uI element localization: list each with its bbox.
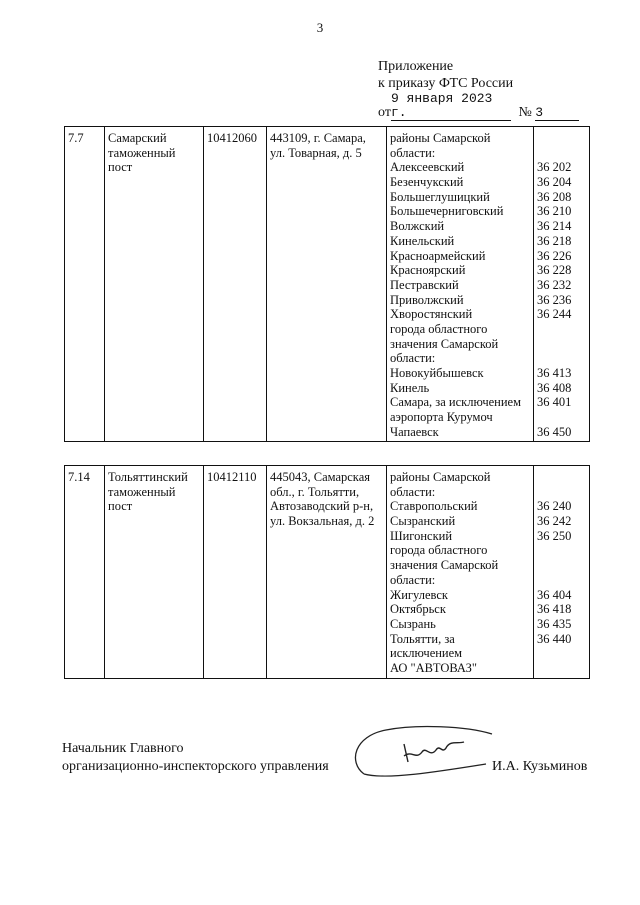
territory-codes	[534, 466, 590, 679]
position-line: организационно-инспекторского управления	[62, 759, 329, 774]
post-name-line: пост	[108, 160, 133, 175]
post-name	[105, 466, 204, 679]
post-name-line: Самарский	[108, 131, 167, 145]
territory-name: города областного	[390, 321, 488, 336]
territory-code: 36 228	[537, 263, 572, 278]
territory-code: 36 450	[537, 424, 572, 439]
territory-name: Шигонский	[390, 528, 453, 543]
territory-name: районы Самарской	[390, 470, 491, 484]
territories-list	[387, 127, 534, 442]
territory-code: 36 408	[537, 380, 572, 395]
territory-code	[537, 558, 586, 573]
territory-name: Большечерниговский	[390, 204, 504, 219]
territory-name: Большеглушицкий	[390, 189, 490, 204]
territory-name: аэропорта Курумоч	[390, 410, 493, 425]
territory-name: Тольятти, за	[390, 631, 455, 646]
territory-name: Пестравский	[390, 277, 459, 292]
handwritten-signature	[346, 722, 496, 782]
post-name-line: таможенный	[108, 145, 176, 160]
territory-code: 36 401	[537, 395, 572, 410]
territory-name: Сызранский	[390, 514, 456, 529]
territory-code: 36 418	[537, 602, 572, 617]
territory-name: Новокуйбышевск	[390, 366, 484, 380]
territory-code	[537, 131, 586, 146]
territory-code	[537, 661, 586, 676]
territory-name: значения Самарской	[390, 558, 499, 573]
territory-code: 36 202	[537, 160, 572, 175]
territory-name: Безенчукский	[390, 175, 464, 190]
territory-name: области:	[390, 145, 436, 160]
territory-name: Жигулевск	[390, 587, 448, 602]
territory-code	[537, 470, 586, 485]
territory-name: Сызрань	[390, 616, 436, 631]
post-name-line: пост	[108, 499, 133, 514]
territory-name: Кинельский	[390, 233, 455, 248]
territory-code: 36 404	[537, 587, 572, 602]
territory-code	[537, 543, 586, 558]
territory-code: 36 240	[537, 499, 572, 514]
territory-name: Чапаевск	[390, 424, 439, 439]
territory-code	[537, 146, 586, 161]
territory-code: 36 214	[537, 219, 572, 234]
post-name-line: Тольяттинский	[108, 470, 188, 484]
table-row	[65, 127, 590, 442]
territory-name: Приволжский	[390, 292, 464, 307]
territory-name: города областного	[390, 543, 488, 558]
address-line: 445043, Самарская	[270, 470, 370, 484]
post-code: 10412060	[204, 127, 267, 442]
territory-code: 36 242	[537, 514, 572, 529]
territory-name: области:	[390, 484, 436, 499]
territory-code	[537, 351, 586, 366]
address-line: обл., г. Тольятти,	[270, 484, 360, 499]
territory-code	[537, 485, 586, 500]
territory-code: 36 208	[537, 189, 572, 204]
territory-name: Хворостянский	[390, 307, 473, 322]
post-address	[267, 466, 387, 679]
territory-name: значения Самарской	[390, 336, 499, 351]
territory-name: Красноярский	[390, 263, 466, 278]
post-name	[105, 127, 204, 442]
territory-code	[537, 337, 586, 352]
territory-code: 36 204	[537, 175, 572, 190]
territory-code	[537, 410, 586, 425]
territory-code: 36 440	[537, 631, 572, 646]
territory-name: Кинель	[390, 380, 430, 395]
territory-code: 36 226	[537, 248, 572, 263]
territory-name: АО "АВТОВАЗ"	[390, 660, 477, 675]
signatory-name: И.А. Кузьминов	[492, 759, 588, 774]
address-line: ул. Вокзальная, д. 2	[270, 514, 375, 529]
territory-name: районы Самарской	[390, 131, 491, 145]
post-code: 10412110	[204, 466, 267, 679]
appendix-header	[378, 58, 579, 121]
position-line: Начальник Главного	[62, 741, 184, 756]
territory-code: 36 210	[537, 204, 572, 219]
territory-name: области:	[390, 572, 436, 587]
date-prefix: от	[378, 105, 391, 120]
territory-code: 36 244	[537, 307, 572, 322]
customs-post-table-samara	[64, 126, 590, 442]
address-line: 443109, г. Самара,	[270, 131, 366, 145]
appendix-title: Приложение	[378, 59, 454, 74]
territory-code	[537, 573, 586, 588]
territory-name: Красноармейский	[390, 248, 486, 263]
address-line: Автозаводский р-н,	[270, 499, 374, 514]
territory-name: Ставропольский	[390, 499, 478, 514]
page-number: 3	[316, 20, 324, 35]
customs-post-table-togliatti	[64, 465, 590, 679]
appendix-order-ref: к приказу ФТС России	[378, 76, 514, 91]
territory-name: исключением	[390, 646, 463, 661]
territory-code	[537, 322, 586, 337]
territory-code: 36 232	[537, 277, 572, 292]
territory-name: Алексеевский	[390, 160, 465, 175]
territory-code: 36 413	[537, 366, 572, 380]
number-label: №	[518, 105, 532, 120]
territories-list	[387, 466, 534, 679]
order-number: 3	[535, 106, 579, 121]
row-index: 7.7	[65, 127, 105, 442]
address-line: ул. Товарная, д. 5	[270, 145, 362, 160]
table-row	[65, 466, 590, 679]
post-name-line: таможенный	[108, 484, 176, 499]
appendix-date-line	[378, 92, 579, 121]
territory-code	[537, 646, 586, 661]
territory-name: Самара, за исключением	[390, 395, 521, 410]
post-address	[267, 127, 387, 442]
territory-code: 36 250	[537, 528, 572, 543]
territory-name: Октябрьск	[390, 602, 446, 617]
territory-code: 36 218	[537, 233, 572, 248]
territory-code: 36 435	[537, 616, 572, 631]
signatory-position	[62, 740, 329, 776]
order-date: 9 января 2023 г.	[391, 92, 511, 121]
territory-codes	[534, 127, 590, 442]
territory-name: Волжский	[390, 219, 445, 234]
row-index: 7.14	[65, 466, 105, 679]
territory-name: области:	[390, 351, 436, 366]
territory-code: 36 236	[537, 292, 572, 307]
